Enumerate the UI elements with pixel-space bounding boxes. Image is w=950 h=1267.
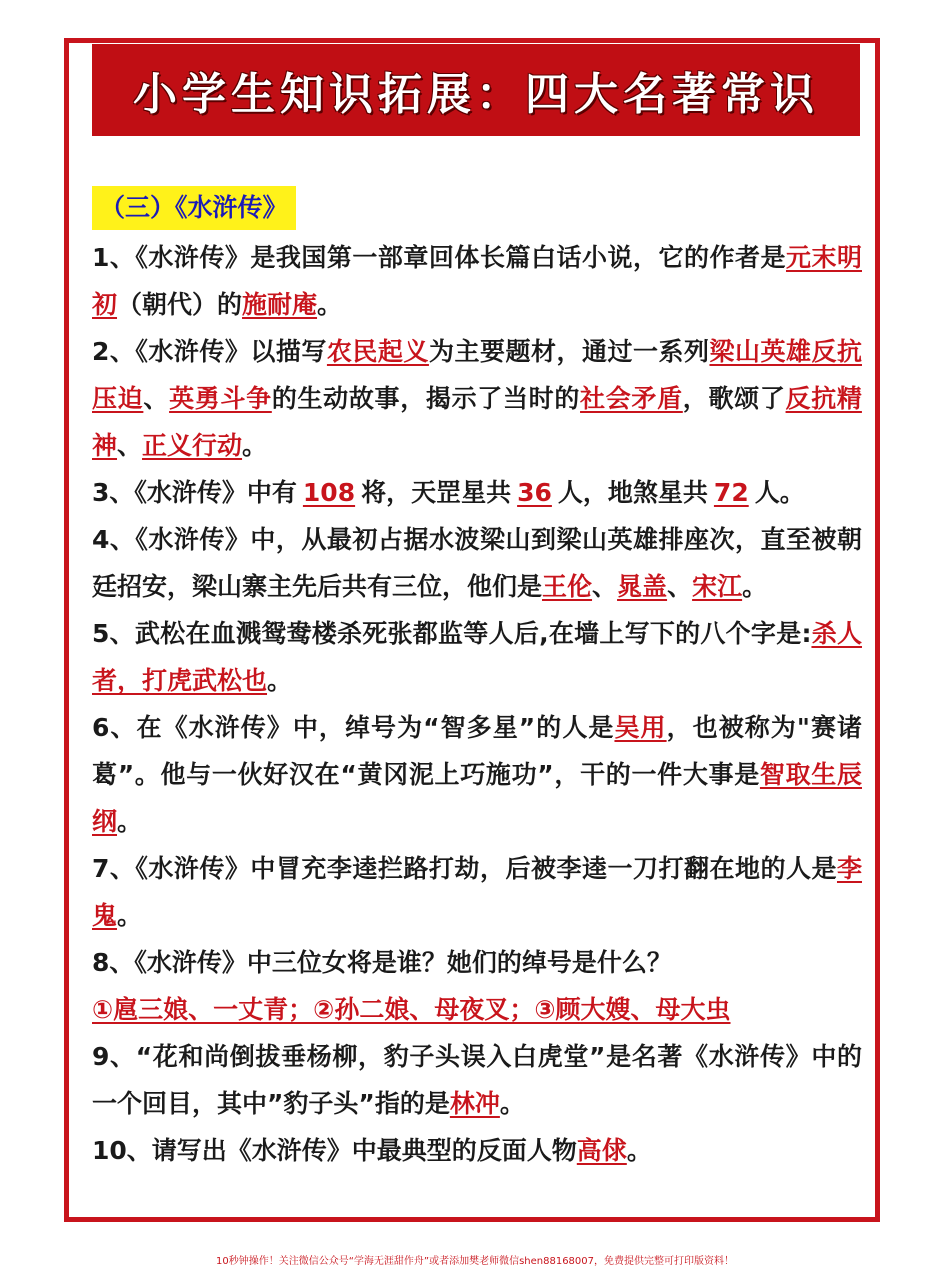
- question-item: [92, 610, 862, 704]
- question-item: [92, 1033, 862, 1127]
- answer-text: ①扈三娘、一丈青；②孙二娘、母夜叉；③顾大嫂、母大虫: [92, 995, 731, 1024]
- question-text: 8、《水浒传》中三位女将是谁？她们的绰号是什么？: [92, 948, 672, 977]
- question-text: 、: [667, 572, 693, 601]
- question-item: [92, 469, 862, 516]
- footer-note: 10秒钟操作！关注微信公众号“学海无涯甜作舟”或者添加樊老师微信shen88168007，免费提供完整可打印版资料！: [215, 1256, 735, 1267]
- question-text: 为主要题材，通过一系列: [428, 337, 710, 366]
- question-text: 。: [267, 666, 293, 695]
- answer-text: 反抗精神: [92, 384, 862, 460]
- question-item: [92, 516, 862, 610]
- question-text: 。: [742, 572, 768, 601]
- content: [92, 186, 862, 1174]
- answer-text: 高俅: [576, 1136, 627, 1165]
- answer-text: 智取生辰纲: [92, 760, 862, 836]
- answer-text: 晁盖: [617, 572, 668, 601]
- question-text: 4、《水浒传》中，从最初占据水波梁山到梁山英雄排座次，直至被朝廷招安，梁山寨主先后共有三位，他们是: [92, 525, 862, 601]
- answer-text: 宋江: [692, 572, 743, 601]
- question-text: ，歌颂了: [682, 384, 786, 413]
- question-text: 、: [592, 572, 618, 601]
- question-text: 。: [317, 290, 343, 319]
- answer-text: 林冲: [449, 1089, 500, 1118]
- question-text: 将，天罡星共: [361, 478, 512, 507]
- question-text: 。: [117, 901, 143, 930]
- question-text: （朝代）的: [117, 290, 243, 319]
- answer-line: [92, 986, 862, 1033]
- answer-text: 72: [713, 478, 749, 507]
- section-heading: （三）《水浒传》: [92, 186, 296, 230]
- question-text: 。: [242, 431, 268, 460]
- answer-text: 农民起义: [326, 337, 429, 366]
- answer-text: 社会矛盾: [580, 384, 683, 413]
- answer-text: 元末明初: [92, 243, 862, 319]
- question-text: 5、武松在血溅鸳鸯楼杀死张都监等人后,在墙上写下的八个字是:: [92, 619, 812, 648]
- answer-text: 杀人者，打虎武松也: [92, 619, 862, 695]
- question-text: 3、《水浒传》中有: [92, 478, 297, 507]
- question-text: 2、《水浒传》以描写: [92, 337, 327, 366]
- question-text: 7、《水浒传》中冒充李逵拦路打劫，后被李逵一刀打翻在地的人是: [92, 854, 837, 883]
- question-text: 、: [143, 384, 170, 413]
- question-text: 人。: [754, 478, 805, 507]
- title-banner: [92, 44, 860, 136]
- question-text: 、: [117, 431, 143, 460]
- question-text: 1、《水浒传》是我国第一部章回体长篇白话小说，它的作者是: [92, 243, 786, 272]
- question-text: 。: [499, 1089, 525, 1118]
- answer-text: 梁山英雄反抗压迫: [92, 337, 862, 413]
- question-item: [92, 845, 862, 939]
- question-text: 6、在《水浒传》中，绰号为“智多星”的人是: [92, 713, 615, 742]
- answer-text: 36: [517, 478, 552, 507]
- question-text: 的生动故事，揭示了当时的: [271, 384, 581, 413]
- question-text: 10、请写出《水浒传》中最典型的反面人物: [92, 1136, 577, 1165]
- answer-text: 英勇斗争: [169, 384, 272, 413]
- question-item: [92, 234, 862, 328]
- question-item: [92, 939, 862, 986]
- question-text: 。: [117, 807, 143, 836]
- question-item: [92, 1127, 862, 1174]
- question-text: 人，地煞星共: [557, 478, 708, 507]
- answer-text: 王伦: [542, 572, 593, 601]
- answer-text: 正义行动: [142, 431, 243, 460]
- answer-text: 李鬼: [92, 854, 862, 930]
- page-title: 小学生知识拓展：四大名著常识: [133, 69, 819, 120]
- question-text: ，也被称为"赛诸葛”。他与一伙好汉在“黄冈泥上巧施功”，干的一件大事是: [92, 713, 862, 789]
- answer-text: 吴用: [614, 713, 667, 742]
- question-list: [92, 234, 862, 1174]
- question-item: [92, 328, 862, 469]
- answer-text: 施耐庵: [242, 290, 318, 319]
- question-item: [92, 704, 862, 845]
- question-text: 。: [626, 1136, 652, 1165]
- answer-text: 108: [302, 478, 356, 507]
- question-text: 9、“花和尚倒拔垂杨柳，豹子头误入白虎堂”是名著《水浒传》中的一个回目，其中”豹子头”指的是: [92, 1042, 862, 1118]
